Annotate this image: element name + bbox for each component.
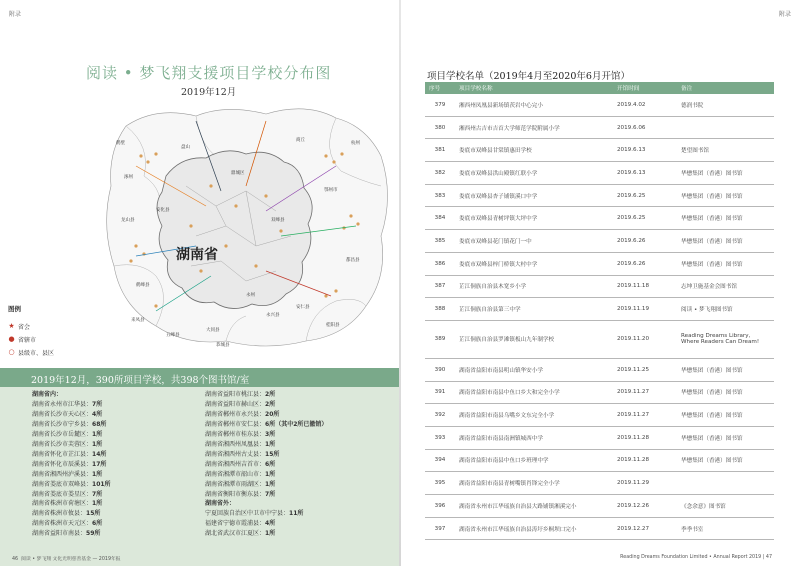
star-icon: ★ (8, 322, 15, 330)
table-cell-name: 娄底市双峰县洪山殿镇红联小学 (455, 162, 613, 185)
table-cell-name: 娄底市双峰县杏子铺镇溪口中学 (455, 184, 613, 207)
summary-row: 湖南省益阳市赫山区：2所 (205, 400, 276, 408)
summary-row: 湖南省内： (32, 391, 63, 398)
city-label: 桂阳县 (326, 323, 340, 328)
left-footer: 46 阅读 • 梦飞翔 文化光明慈善基金 — 2019年报 (12, 557, 121, 562)
table-cell-date: 2019.6.26 (613, 252, 677, 275)
school-table (425, 82, 774, 540)
summary-row: 湖南省娄底市双峰县：101所 (32, 480, 111, 488)
summary-row: 湖南省永州市江华县：7所 (32, 400, 103, 408)
map-subtitle: 2019年12月 (181, 87, 237, 98)
city-label: 安仁县 (296, 305, 310, 310)
column-header: 开馆时间 (613, 82, 677, 94)
table-cell-note (677, 472, 774, 495)
table-cell-date: 2019.12.26 (613, 495, 677, 518)
table-cell-note (677, 116, 774, 139)
table-cell-note: 华懋集团（香港）图书馆 (677, 381, 774, 404)
table-cell-note: 华懋集团（香港）图书馆 (677, 404, 774, 427)
table-cell-name: 湖南省益阳市南县青树嘴镇肖锋完全小学 (455, 472, 613, 495)
map-title: 阅读 • 梦飞翔支援项目学校分布图 (86, 64, 332, 82)
table-cell-no: 381 (425, 139, 455, 162)
table-cell-name: 湖南省益阳市南县明山镇华安小学 (455, 358, 613, 381)
city-label: 大同县 (206, 328, 220, 333)
table-cell-name: 湖南省益阳市南县南洲镇城西中学 (455, 426, 613, 449)
table-cell-date: 2019.11.20 (613, 320, 677, 358)
distribution-map (96, 96, 396, 356)
summary-row: 湖南省外： (205, 500, 236, 508)
table-cell-name: 湖南省永州市江华瑶族自治县大路铺镇湘溪完小 (455, 495, 613, 518)
table-cell-no: 385 (425, 230, 455, 253)
table-row (425, 184, 774, 207)
summary-row: 湖南省株洲市攸县：15所 (32, 510, 101, 518)
table-cell-date: 2019.11.19 (613, 298, 677, 321)
table-row (425, 404, 774, 427)
table-cell-note: 志坤卫施基金会图书馆 (677, 275, 774, 298)
table-header-row (425, 82, 774, 94)
table-cell-note: 季季书室 (677, 517, 774, 540)
city-label: 龙山县 (121, 218, 135, 223)
table-cell-no: 386 (425, 252, 455, 275)
table-cell-name: 芷江侗族自治县木宽乡小学 (455, 275, 613, 298)
table-row (425, 139, 774, 162)
city-label: 安化县 (156, 208, 170, 213)
city-label: 都昌县 (346, 258, 360, 263)
table-cell-no: 389 (425, 320, 455, 358)
summary-row: 湖南省怀化市辰溪县：17所 (32, 460, 107, 468)
table-cell-note: 华懋集团（香港）图书馆 (677, 207, 774, 230)
summary-row: 湖南省益阳市桃江县：2所 (205, 391, 276, 398)
table-cell-name: 湖南省益阳市南县乌嘴乡文东完全小学 (455, 404, 613, 427)
legend-title: 图例 (8, 305, 21, 313)
table-cell-date: 2019.6.13 (613, 162, 677, 185)
table-cell-date: 2019.6.26 (613, 230, 677, 253)
table-cell-name: 娄底市双峰县梓门桥镇大村中学 (455, 252, 613, 275)
table-cell-note: 《念余意》图书馆 (677, 495, 774, 518)
table-cell-note: 阅读 • 梦飞翔图书馆 (677, 298, 774, 321)
table-cell-name: 湖南省益阳市南县中鱼口乡大和完全小学 (455, 381, 613, 404)
city-label: 双峰县 (271, 218, 285, 223)
table-cell-note: Reading Dreams Library, Where Readers Can Dream! (677, 320, 774, 358)
city-label: 永兴县 (266, 313, 280, 318)
summary-row: 湖南省郴州市永兴县：20所 (205, 410, 280, 418)
table-row (425, 207, 774, 230)
table-cell-date: 2019.11.27 (613, 381, 677, 404)
summary-row: 湖南省长沙市天心区：4所 (32, 410, 103, 418)
table-cell-name: 湘西州凤凰县新场镇茨岩中心完小 (455, 94, 613, 116)
city-label: 鹤峰县 (136, 283, 150, 288)
table-cell-name: 湖南省永州市江华瑶族自治县涛圩乡桐坝口完小 (455, 517, 613, 540)
summary-heading: 2019年12月，390所项目学校，共398个图书馆/室 (31, 375, 250, 386)
table-row (425, 94, 774, 116)
table-cell-no: 392 (425, 404, 455, 427)
table-cell-name: 娄底市双峰县花门镇花门一中 (455, 230, 613, 253)
table-cell-name: 湘西州古吉市吉首大学师范学院附属小学 (455, 116, 613, 139)
summary-row: 湖南省衡阳市衡东县：7所 (205, 490, 276, 498)
column-header: 项目学校名称 (455, 82, 613, 94)
table-row (425, 381, 774, 404)
table-cell-no: 396 (425, 495, 455, 518)
table-row (425, 472, 774, 495)
table-cell-no: 387 (425, 275, 455, 298)
table-row (425, 358, 774, 381)
table-cell-note: 华懋集团（香港）图书馆 (677, 252, 774, 275)
city-label: 商丘 (296, 138, 305, 143)
summary-row: 湖南省长沙市岳麓区：1所 (32, 430, 103, 438)
city-label: 来凤县 (131, 318, 145, 323)
summary-row: 湖南省长沙市芙蓉区：1所 (32, 440, 103, 448)
table-cell-date: 2019.12.27 (613, 517, 677, 540)
table-cell-note: 华懋集团（香港）图书馆 (677, 230, 774, 253)
city-label: 五峰县 (166, 333, 180, 338)
table-cell-no: 390 (425, 358, 455, 381)
summary-heading-bar (0, 368, 399, 387)
table-row (425, 162, 774, 185)
table-cell-note: 华懋集团（香港）图书馆 (677, 426, 774, 449)
hollow-circle-icon: ○ (8, 348, 15, 356)
legend-item: ○ 县级市、县区 (8, 348, 55, 357)
right-page-header: 附录 (778, 11, 791, 18)
summary-row: 湖南省株洲市天元区：6所 (32, 520, 103, 528)
summary-row: 湖南省郴州市桂东县：3所 (205, 430, 276, 438)
table-row (425, 252, 774, 275)
table-row (425, 495, 774, 518)
province-label: 湖南省 (176, 247, 218, 263)
table-cell-no: 382 (425, 162, 455, 185)
table-cell-date: 2019.11.27 (613, 404, 677, 427)
summary-row: 湖南省湘西州吉首市：6所 (205, 460, 276, 468)
summary-row: 福建省宁德市霞浦县：4所 (205, 520, 276, 528)
table-cell-name: 芷江侗族自治县第三中学 (455, 298, 613, 321)
summary-row: 湖南省长沙市宁乡县：68所 (32, 420, 107, 428)
summary-row: 湖南省娄底市娄星区：7所 (32, 490, 103, 498)
table-cell-note: 华懋集团（香港）图书馆 (677, 162, 774, 185)
table-cell-note: 华懋集团（香港）图书馆 (677, 449, 774, 472)
table-cell-name: 湖南省益阳市南县中鱼口乡班理中学 (455, 449, 613, 472)
table-cell-no: 395 (425, 472, 455, 495)
table-cell-no: 391 (425, 381, 455, 404)
table-cell-name: 芷江侗族自治县罗滩镇板山九年制学校 (455, 320, 613, 358)
table-row (425, 230, 774, 253)
summary-row: 湖南省湘潭市韶山市：1所 (205, 470, 276, 478)
summary-right-column (205, 390, 327, 539)
filled-circle-icon: ● (8, 335, 15, 343)
column-header: 序号 (425, 82, 455, 94)
table-cell-no: 394 (425, 449, 455, 472)
table-row (425, 116, 774, 139)
table-cell-date: 2019.11.29 (613, 472, 677, 495)
summary-row: 湖北省武汉市江夏区：1所 (205, 530, 276, 538)
table-row (425, 275, 774, 298)
page-gutter (399, 0, 401, 566)
table-row (425, 298, 774, 321)
table-cell-date: 2019.6.13 (613, 139, 677, 162)
table-cell-date: 2019.6.06 (613, 116, 677, 139)
summary-row: 湖南省湘潭市雨湖区：1所 (205, 480, 276, 488)
table-row (425, 449, 774, 472)
table-cell-note: 华懋集团（香港）图书馆 (677, 358, 774, 381)
table-row (425, 426, 774, 449)
map-legend (8, 304, 54, 361)
table-cell-note: 楚望图书馆 (677, 139, 774, 162)
table-cell-note: 德润书院 (677, 94, 774, 116)
left-page-header: 附录 (9, 11, 22, 18)
city-label: 恭城县 (216, 343, 230, 348)
city-label: 鹤壁 (116, 141, 125, 146)
table-cell-no: 393 (425, 426, 455, 449)
table-cell-date: 2019.6.25 (613, 207, 677, 230)
table-cell-date: 2019.11.28 (613, 449, 677, 472)
summary-row: 湖南省湘西州古丈县：15所 (205, 450, 280, 458)
table-row (425, 517, 774, 540)
summary-row: 宁夏回族自治区中卫市中宁县：11所 (205, 510, 304, 518)
table-cell-name: 娄底市双峰县甘棠镇惠田学校 (455, 139, 613, 162)
summary-row: 湖南省湘西州泸溪县：1所 (32, 470, 103, 478)
table-cell-no: 383 (425, 184, 455, 207)
summary-panel (0, 368, 399, 566)
summary-row: 湖南省怀化市芷江县：14所 (32, 450, 107, 458)
table-cell-no: 388 (425, 298, 455, 321)
legend-item: ★ 省会 (8, 322, 31, 331)
city-label: 永州 (246, 293, 255, 298)
table-cell-date: 2019.11.25 (613, 358, 677, 381)
legend-item: ● 省辖市 (8, 335, 37, 344)
city-label: 鄂州市 (324, 188, 338, 193)
table-row (425, 320, 774, 358)
table-cell-name: 娄底市双峰县青树坪镇大坪中学 (455, 207, 613, 230)
summary-row: 湖南省郴州市安仁县：6所（其中2所已撤销） (205, 420, 328, 428)
table-cell-date: 2019.6.25 (613, 184, 677, 207)
table-cell-no: 380 (425, 116, 455, 139)
table-cell-no: 379 (425, 94, 455, 116)
right-footer: Reading Dreams Foundation Limited • Annual Report 2019 | 47 (620, 555, 772, 560)
column-header: 备注 (677, 82, 774, 94)
table-cell-date: 2019.11.18 (613, 275, 677, 298)
city-label: 盘山 (181, 145, 190, 150)
table-cell-date: 2019.4.02 (613, 94, 677, 116)
table-cell-note: 华懋集团（香港）图书馆 (677, 184, 774, 207)
city-label: 杭州 (351, 141, 360, 146)
summary-row: 湖南省益阳市南县：59所 (32, 530, 101, 538)
table-cell-no: 384 (425, 207, 455, 230)
school-list-title: 项目学校名单（2019年4月至2020年6月开馆） (427, 71, 630, 82)
summary-left-column (32, 390, 111, 539)
table-cell-date: 2019.11.28 (613, 426, 677, 449)
city-label: 涿州 (124, 175, 133, 180)
table-cell-no: 397 (425, 517, 455, 540)
summary-row: 湖南省湘西州凤凰县：1所 (205, 440, 276, 448)
city-label: 鼎城区 (231, 171, 245, 176)
summary-row: 湖南省株洲市荷塘区：1所 (32, 500, 103, 508)
